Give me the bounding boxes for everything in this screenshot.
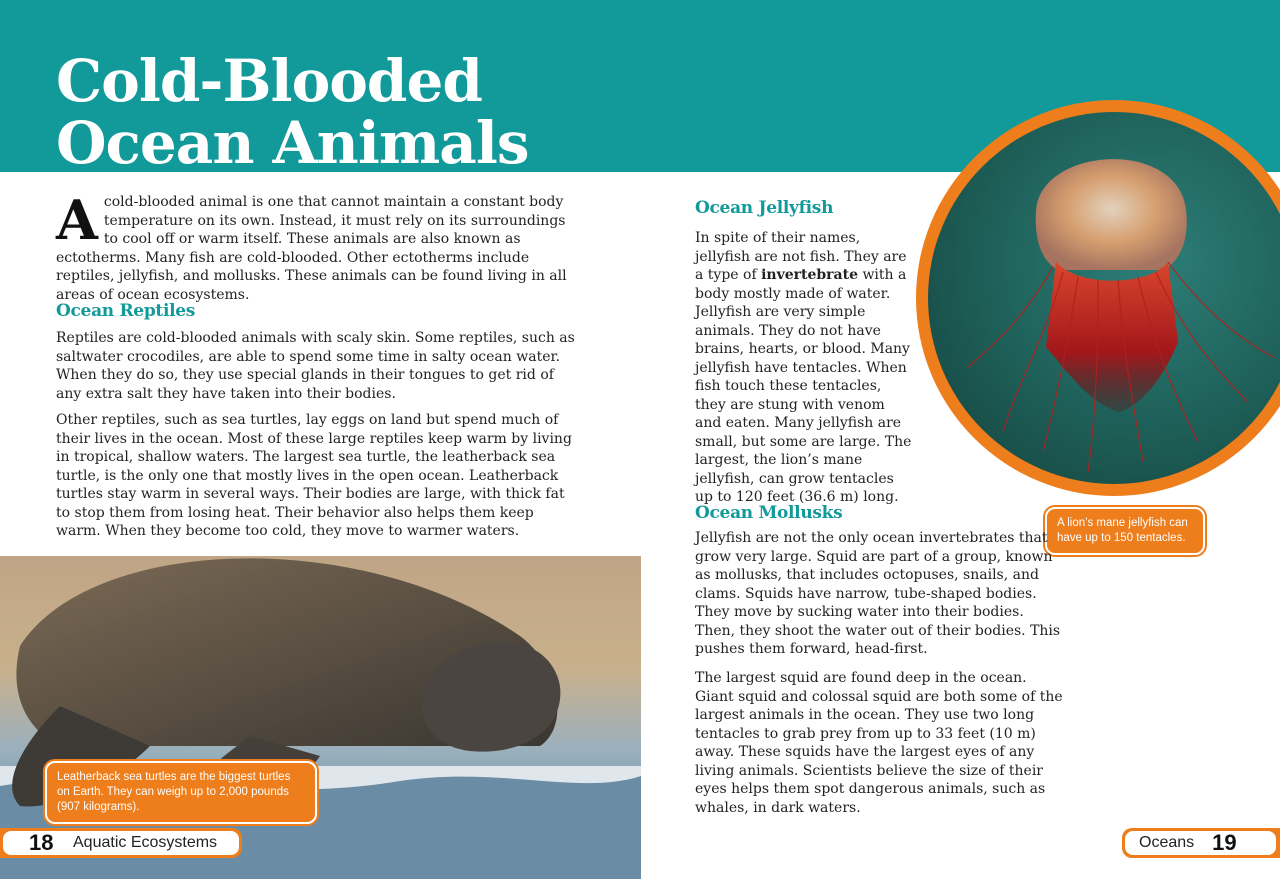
reptiles-heading: Ocean Reptiles: [56, 301, 196, 321]
jellyfish-caption: A lion’s mane jellyfish can have up to 150 tentacles.: [1045, 507, 1205, 555]
mollusks-paragraph-2: The largest squid are found deep in the ocean. Giant squid and colossal squid are both some of the largest animals in the ocean. They use two long tentacles to grab prey from up to 33 feet (10 m) away. These squids have the largest eyes of any living animals. Scientists believe the size of their eyes helps them spot dangerous animals, such as whales, in dark waters.: [695, 670, 1063, 816]
intro-dropcap: A: [56, 188, 98, 252]
mollusks-heading: Ocean Mollusks: [695, 503, 843, 523]
reptiles-paragraph-1: Reptiles are cold-blooded animals with scaly skin. Some reptiles, such as saltwater crocodiles, are able to spend some time in salty ocean water. When they do so, they use special glands in their tongues to get rid of any extra salt they have taken into their bodies.: [56, 330, 575, 402]
footer-left-inner: [3, 831, 239, 855]
jellyfish-photo: [928, 112, 1280, 484]
jellyfish-paragraph: [695, 229, 915, 507]
title-line-2: Ocean Animals: [56, 109, 529, 177]
footer-right: [1122, 828, 1280, 858]
intro-text: cold-blooded animal is one that cannot maintain a constant body temperature on its own. Instead, it must rely on its surroundings to cool off or warm itself. These animals are also known as ectotherms. Many fish are cold-blooded. Other ectotherms include reptiles, jellyfish, and mollusks. These animals can be found living in all areas of ocean ecosystems.: [56, 194, 567, 303]
jellyfish-illustration: [928, 112, 1280, 484]
title-line-1: Cold-Blooded: [56, 47, 482, 115]
reptiles-paragraph-2: Other reptiles, such as sea turtles, lay eggs on land but spend much of their lives in the ocean. Most of these large reptiles keep warm by living in tropical, shallow waters. The largest sea turtle, the leatherback sea turtle, is the only one that mostly lives in the open ocean. Leatherback turtles stay warm in several ways. Their bodies are large, with thick fat to stop them from losing heat. Their behavior also helps them keep warm. When they become too cold, they move to warmer waters.: [56, 412, 572, 539]
jellyfish-text-2: with a body mostly made of water. Jellyfish are very simple animals. They do not have brains, hearts, or blood. Many jellyfish have tentacles. When fish touch these tentacles, they are stung with venom and eaten. Many jellyfish are small, but some are large. The largest, the lion’s mane jellyfish, can grow tentacles up to 120 feet (36.6 m) long.: [695, 267, 912, 505]
footer-right-inner: [1125, 831, 1276, 855]
page-number-left: 18: [29, 830, 54, 855]
page-title: [56, 47, 696, 177]
page-number-right: 19: [1212, 830, 1237, 855]
invertebrate-term: invertebrate: [761, 267, 858, 283]
footer-right-label: Oceans: [1139, 834, 1195, 851]
turtle-caption: Leatherback sea turtles are the biggest turtles on Earth. They can weigh up to 2,000 pounds (907 kilograms).: [45, 761, 317, 824]
intro-paragraph: [56, 188, 576, 304]
jellyfish-text-1: In spite of their names, jellyfish are not fish. They are a type of: [695, 230, 907, 283]
mollusks-paragraph-1: Jellyfish are not the only ocean invertebrates that grow very large. Squid are part of a group, known as mollusks, that includes octopuses, snails, and clams. Squids have narrow, tube-shaped bodies. They move by sucking water into their bodies. Then, they shoot the water out of their bodies. This pushes them forward, head-first.: [695, 530, 1061, 657]
footer-left: [0, 828, 242, 858]
jellyfish-heading: Ocean Jellyfish: [695, 198, 834, 218]
footer-left-label: Aquatic Ecosystems: [73, 834, 218, 851]
